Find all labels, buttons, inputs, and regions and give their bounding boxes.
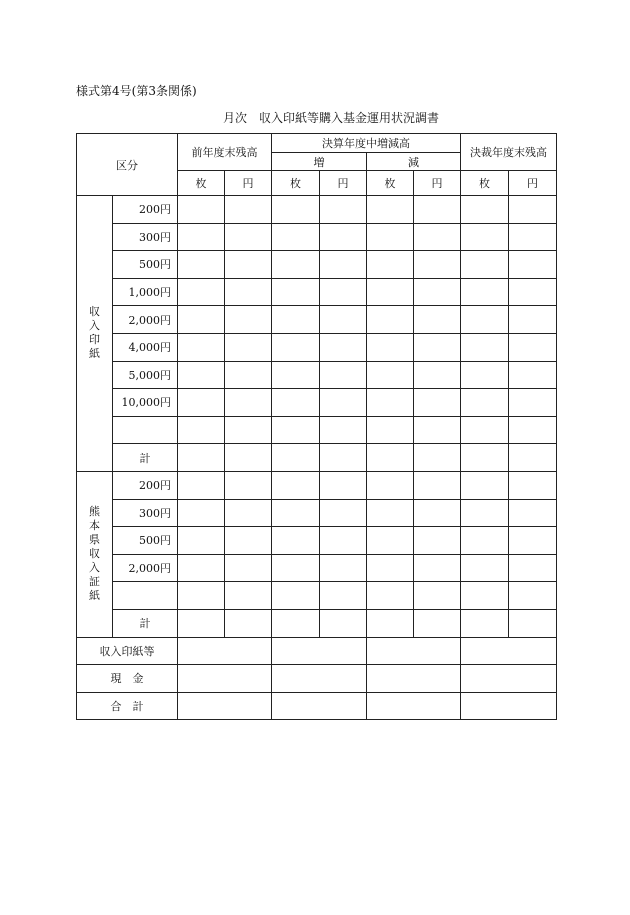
value-cell[interactable] [178,306,225,334]
value-cell[interactable] [509,361,557,389]
value-cell[interactable] [178,251,225,279]
total-label: 計 [113,609,178,637]
denomination-label: 300円 [113,499,178,527]
value-cell[interactable] [367,361,414,389]
value-cell[interactable] [509,582,557,610]
value-cell[interactable] [272,499,320,527]
value-cell[interactable] [414,609,461,637]
kumamoto-certificate-stamp-row [77,527,557,555]
kumamoto-certificate-stamp-label-char: 本 [89,519,100,533]
value-cell[interactable] [225,251,272,279]
value-cell[interactable] [272,278,320,306]
value-cell[interactable] [509,251,557,279]
value-cell[interactable] [225,416,272,444]
revenue-stamp-row [77,306,557,334]
unit-yen-header: 円 [509,171,557,196]
value-cell[interactable] [225,223,272,251]
denomination-label: 2,000円 [113,554,178,582]
kumamoto-certificate-stamp-row [77,554,557,582]
value-cell[interactable] [414,223,461,251]
value-cell[interactable] [414,444,461,472]
value-cell[interactable] [509,306,557,334]
value-cell[interactable] [414,306,461,334]
value-cell[interactable] [367,527,414,555]
value-cell[interactable] [461,361,509,389]
value-cell[interactable] [225,609,272,637]
kumamoto-certificate-stamp-label-char: 熊 [89,505,100,519]
value-cell[interactable] [461,554,509,582]
value-cell[interactable] [509,554,557,582]
value-cell[interactable] [272,527,320,555]
value-cell[interactable] [272,361,320,389]
value-cell[interactable] [414,196,461,224]
change-header: 決算年度中増減高 [272,134,461,153]
denomination-label: 300円 [113,223,178,251]
summary-value-cell[interactable] [367,692,461,720]
summary-grand-total-label: 合 計 [77,692,178,720]
kumamoto-certificate-stamp-label-char: 県 [89,533,100,547]
form-number-label: 様式第4号(第3条関係) [76,84,197,98]
value-cell[interactable] [509,471,557,499]
value-cell[interactable] [461,609,509,637]
value-cell[interactable] [178,196,225,224]
value-cell[interactable] [225,582,272,610]
value-cell[interactable] [367,582,414,610]
value-cell[interactable] [320,223,367,251]
unit-yen-header: 円 [225,171,272,196]
value-cell[interactable] [367,278,414,306]
kumamoto-certificate-stamp-label-char: 収 [89,547,100,561]
value-cell[interactable] [272,251,320,279]
revenue-stamp-row [77,416,557,444]
value-cell[interactable] [367,389,414,417]
value-cell[interactable] [320,389,367,417]
value-cell[interactable] [272,389,320,417]
denomination-label: 500円 [113,251,178,279]
value-cell[interactable] [414,527,461,555]
value-cell[interactable] [272,223,320,251]
value-cell[interactable] [178,527,225,555]
value-cell[interactable] [509,609,557,637]
summary-row [77,665,557,693]
value-cell[interactable] [367,416,414,444]
revenue-stamp-row [77,444,557,472]
summary-value-cell[interactable] [461,665,557,693]
value-cell[interactable] [320,527,367,555]
value-cell[interactable] [225,306,272,334]
value-cell[interactable] [225,361,272,389]
summary-row [77,692,557,720]
category-header: 区分 [77,134,178,196]
summary-value-cell[interactable] [178,665,272,693]
value-cell[interactable] [509,527,557,555]
kumamoto-certificate-stamp-group-label [77,471,113,637]
unit-yen-header: 円 [320,171,367,196]
denomination-label: 4,000円 [113,333,178,361]
revenue-stamp-row [77,223,557,251]
value-cell[interactable] [461,196,509,224]
value-cell[interactable] [461,471,509,499]
value-cell[interactable] [225,471,272,499]
summary-row [77,637,557,665]
fund-status-table [76,133,557,720]
value-cell[interactable] [272,582,320,610]
value-cell[interactable] [225,278,272,306]
value-cell[interactable] [367,554,414,582]
value-cell[interactable] [225,444,272,472]
revenue-stamp-row [77,333,557,361]
value-cell[interactable] [178,223,225,251]
value-cell[interactable] [509,333,557,361]
value-cell[interactable] [461,223,509,251]
value-cell[interactable] [178,582,225,610]
unit-count-header: 枚 [367,171,414,196]
unit-count-header: 枚 [178,171,225,196]
value-cell[interactable] [367,444,414,472]
summary-value-cell[interactable] [178,692,272,720]
value-cell[interactable] [320,416,367,444]
value-cell[interactable] [178,554,225,582]
revenue-stamp-group-label [77,196,113,472]
summary-value-cell[interactable] [272,637,367,665]
revenue-stamp-label-char: 印 [89,333,100,347]
kumamoto-certificate-stamp-row [77,582,557,610]
unit-count-header: 枚 [461,171,509,196]
value-cell[interactable] [461,499,509,527]
prev-year-end-header: 前年度末残高 [178,134,272,171]
value-cell[interactable] [367,499,414,527]
value-cell[interactable] [272,554,320,582]
value-cell[interactable] [225,196,272,224]
value-cell[interactable] [414,471,461,499]
value-cell[interactable] [320,278,367,306]
value-cell[interactable] [367,609,414,637]
kumamoto-certificate-stamp-row [77,609,557,637]
kumamoto-certificate-stamp-row [77,471,557,499]
revenue-stamp-row [77,278,557,306]
summary-cash-label: 現 金 [77,665,178,693]
value-cell[interactable] [367,223,414,251]
summary-stamps-label: 収入印紙等 [77,637,178,665]
value-cell[interactable] [272,416,320,444]
denomination-label [113,582,178,610]
revenue-stamp-label-char: 入 [89,319,100,333]
value-cell[interactable] [367,251,414,279]
kumamoto-certificate-stamp-row [77,499,557,527]
denomination-label [113,416,178,444]
value-cell[interactable] [272,196,320,224]
value-cell[interactable] [178,609,225,637]
value-cell[interactable] [461,389,509,417]
value-cell[interactable] [225,389,272,417]
value-cell[interactable] [178,471,225,499]
value-cell[interactable] [225,527,272,555]
denomination-label: 500円 [113,527,178,555]
value-cell[interactable] [178,389,225,417]
revenue-stamp-label-char: 収 [89,305,100,319]
value-cell[interactable] [509,196,557,224]
value-cell[interactable] [414,278,461,306]
summary-value-cell[interactable] [178,637,272,665]
value-cell[interactable] [320,361,367,389]
summary-value-cell[interactable] [461,637,557,665]
value-cell[interactable] [414,361,461,389]
value-cell[interactable] [414,416,461,444]
value-cell[interactable] [320,444,367,472]
value-cell[interactable] [509,223,557,251]
value-cell[interactable] [414,499,461,527]
value-cell[interactable] [178,278,225,306]
value-cell[interactable] [367,333,414,361]
value-cell[interactable] [320,251,367,279]
kumamoto-certificate-stamp-label-char: 証 [89,575,100,589]
kumamoto-certificate-stamp-label-char: 入 [89,561,100,575]
summary-value-cell[interactable] [461,692,557,720]
value-cell[interactable] [509,499,557,527]
value-cell[interactable] [320,333,367,361]
value-cell[interactable] [320,582,367,610]
revenue-stamp-row [77,251,557,279]
value-cell[interactable] [461,306,509,334]
value-cell[interactable] [272,471,320,499]
denomination-label: 200円 [113,196,178,224]
value-cell[interactable] [272,609,320,637]
value-cell[interactable] [225,333,272,361]
revenue-stamp-row [77,389,557,417]
value-cell[interactable] [461,527,509,555]
value-cell[interactable] [367,196,414,224]
value-cell[interactable] [414,582,461,610]
value-cell[interactable] [272,444,320,472]
value-cell[interactable] [461,416,509,444]
header-row-1 [77,134,557,153]
value-cell[interactable] [509,278,557,306]
value-cell[interactable] [320,196,367,224]
summary-value-cell[interactable] [272,692,367,720]
value-cell[interactable] [178,361,225,389]
document-title: 月次 収入印紙等購入基金運用状況調書 [223,111,440,125]
summary-value-cell[interactable] [367,665,461,693]
revenue-stamp-label-char: 紙 [89,347,100,361]
denomination-label: 10,000円 [113,389,178,417]
revenue-stamp-row [77,361,557,389]
settle-year-end-header: 決裁年度末残高 [461,134,557,171]
value-cell[interactable] [461,444,509,472]
value-cell[interactable] [414,554,461,582]
value-cell[interactable] [509,389,557,417]
kumamoto-certificate-stamp-label-char: 紙 [89,589,100,603]
value-cell[interactable] [461,251,509,279]
value-cell[interactable] [225,554,272,582]
denomination-label: 5,000円 [113,361,178,389]
value-cell[interactable] [178,444,225,472]
value-cell[interactable] [320,499,367,527]
value-cell[interactable] [414,333,461,361]
value-cell[interactable] [509,416,557,444]
value-cell[interactable] [461,582,509,610]
value-cell[interactable] [509,444,557,472]
value-cell[interactable] [367,471,414,499]
denomination-label: 1,000円 [113,278,178,306]
value-cell[interactable] [461,278,509,306]
value-cell[interactable] [178,416,225,444]
value-cell[interactable] [225,499,272,527]
value-cell[interactable] [414,251,461,279]
denomination-label: 2,000円 [113,306,178,334]
value-cell[interactable] [461,333,509,361]
summary-value-cell[interactable] [272,665,367,693]
summary-value-cell[interactable] [367,637,461,665]
denomination-label: 200円 [113,471,178,499]
revenue-stamp-row [77,196,557,224]
value-cell[interactable] [320,306,367,334]
value-cell[interactable] [414,389,461,417]
value-cell[interactable] [178,333,225,361]
value-cell[interactable] [272,333,320,361]
decrease-header: 減 [367,153,461,171]
value-cell[interactable] [320,471,367,499]
value-cell[interactable] [178,499,225,527]
value-cell[interactable] [367,306,414,334]
value-cell[interactable] [320,554,367,582]
unit-yen-header: 円 [414,171,461,196]
total-label: 計 [113,444,178,472]
value-cell[interactable] [272,306,320,334]
unit-count-header: 枚 [272,171,320,196]
increase-header: 増 [272,153,367,171]
value-cell[interactable] [320,609,367,637]
